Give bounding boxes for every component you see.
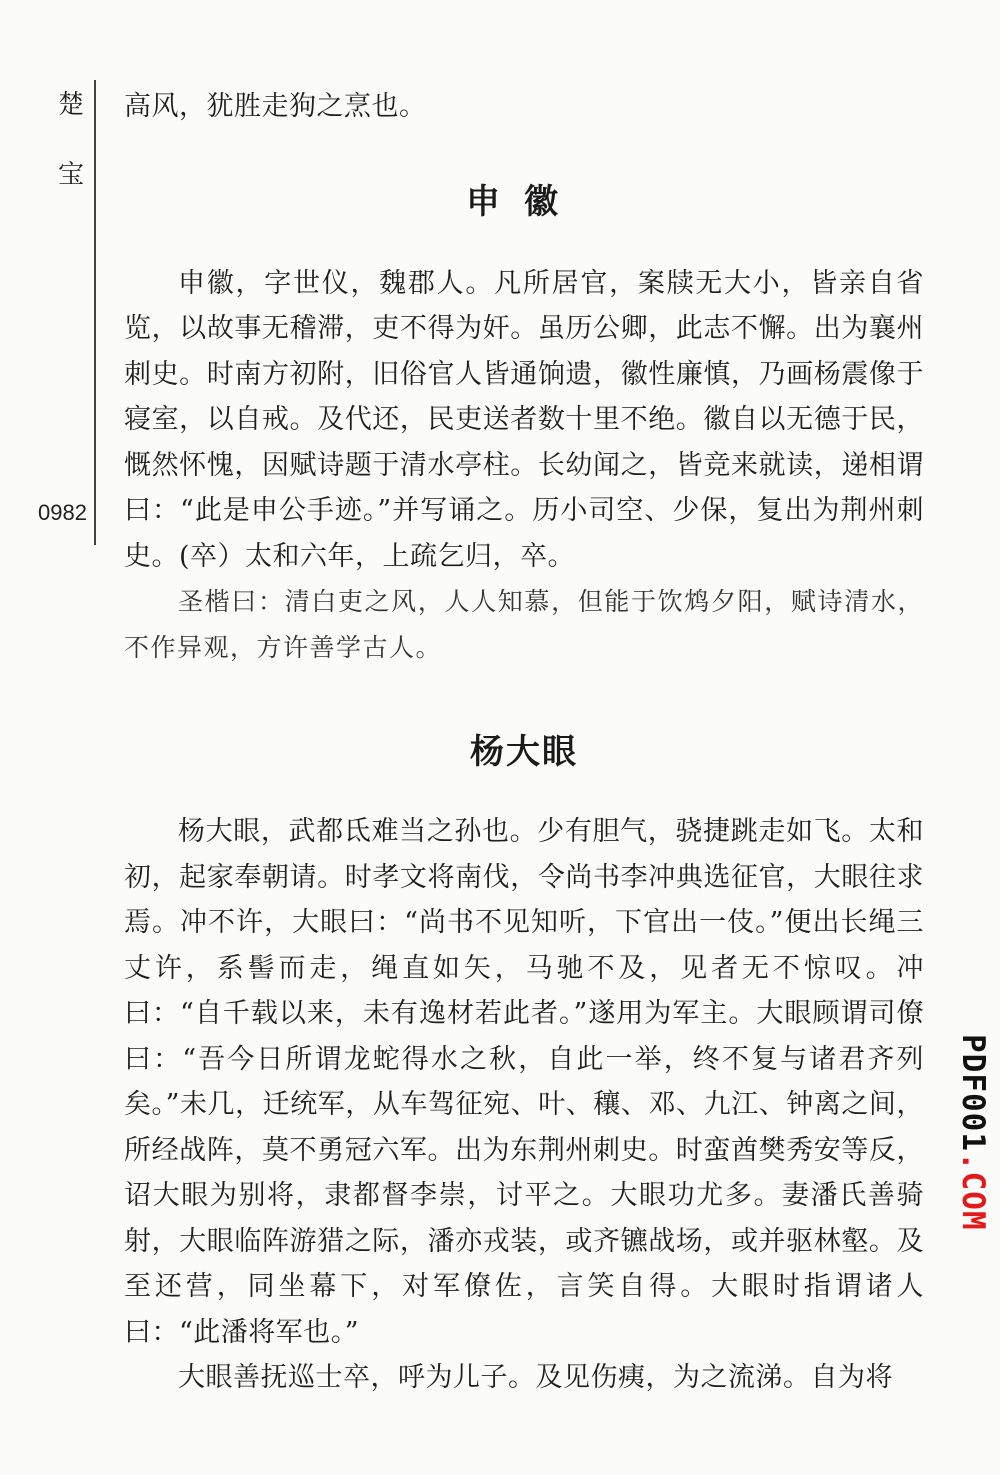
section-body-yang-dayan: 杨大眼，武都氐难当之孙也。少有胆气，骁捷跳走如飞。太和初，起家奉朝请。时孝文将南伐，令尚书李冲典选征官，大眼往求焉。冲不许，大眼曰：“尚书不见知听，下官出一伎。”便出长绳三丈许，系髻而走，绳直如矢，马驰不及，见者无不惊叹。冲曰：“自千载以来，未有逸材若此者。”遂用为军主。大眼顾谓司僚曰：“吾今日所谓龙蛇得水之秋，自此一举，终不复与诸君齐列矣。”未几，迁统军，从车驾征宛、叶、穰、邓、九江、钟离之间，所经战阵，莫不勇冠六军。出为东荆州刺史。时蛮酋樊秀安等反，诏大眼为别将，隶都督李崇，讨平之。大眼功尤多。妻潘氏善骑射，大眼临阵游猎之际，潘亦戎装，或齐镳战场，或并驱林壑。及至还营，同坐幕下，对军僚佐，言笑自得。大眼时指谓诸人曰：“此潘将军也。” bbox=[124, 816, 924, 1348]
page-number: 0982 bbox=[38, 500, 87, 525]
section-title-yang-dayan: 杨大眼 bbox=[470, 732, 578, 772]
intro-paragraph: 高风，犹胜走狗之烹也。 bbox=[124, 91, 427, 122]
watermark-part-2: .COM bbox=[955, 1151, 991, 1231]
running-header-char-2: 宝 bbox=[58, 160, 85, 190]
section-comment-shen-hui: 圣楷曰：清白吏之风，人人知慕，但能于饮鸩夕阳，赋诗清水，不作异观，方许善学古人。 bbox=[124, 587, 924, 662]
running-header-char-1: 楚 bbox=[58, 90, 85, 120]
watermark-logo bbox=[944, 1034, 991, 1234]
section-title-shen-hui: 申徽 bbox=[466, 181, 582, 222]
left-margin bbox=[0, 0, 96, 1475]
section-body-shen-hui: 申徽，字世仪，魏郡人。凡所居官，案牍无大小，皆亲自省览，以故事无稽滞，吏不得为奸。虽历公卿，此志不懈。出为襄州刺史。时南方初附，旧俗官人皆通饷遗，徽性廉慎，乃画杨震像于寝室，以自戒。及代还，民吏送者数十里不绝。徽自以无德于民，慨然怀愧，因赋诗题于清水亭柱。长幼闻之，皆竞来就读，递相谓曰：“此是申公手迹。”并写诵之。历小司空、少保，复出为荆州刺史。(卒）太和六年，上疏乞归，卒。 bbox=[124, 267, 924, 572]
margin-rule bbox=[94, 80, 96, 545]
watermark-part-1: PDF001 bbox=[955, 1034, 991, 1152]
section-body-yang-dayan-continued: 大眼善抚巡士卒，呼为儿子。及见伤痍，为之流涕。自为将 bbox=[178, 1362, 893, 1393]
page-content bbox=[124, 84, 924, 1401]
